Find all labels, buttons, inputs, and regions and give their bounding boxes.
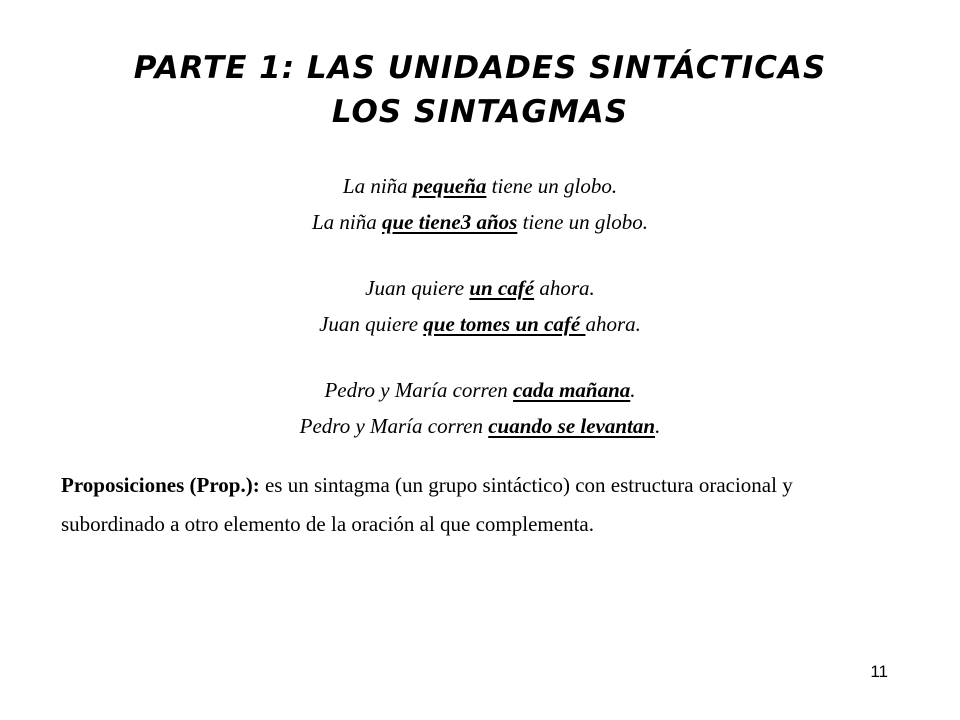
highlighted-phrase: cada mañana — [513, 378, 631, 402]
definition-text: es un sintagma (un grupo sintáctico) con estructura oracional y subordinado a otro elemento de la oración al que complementa. — [61, 473, 793, 536]
sentence-text: . — [655, 414, 661, 438]
definition-term: Proposiciones (Prop.): — [61, 473, 260, 497]
sentence-text: . — [630, 378, 636, 402]
highlighted-phrase: cuando se levantan — [488, 414, 656, 438]
highlighted-phrase: un café — [469, 276, 535, 300]
sentence-text: Juan quiere — [365, 276, 470, 300]
sentence-text: Pedro y María corren — [299, 414, 489, 438]
page-number: 11 — [870, 662, 888, 681]
example-sentence — [0, 168, 960, 204]
sentence-text: tiene un globo. — [517, 210, 648, 234]
example-sentence — [0, 204, 960, 240]
highlighted-phrase: que tomes un café — [423, 312, 586, 336]
sentence-text: Pedro y María corren — [324, 378, 514, 402]
sentence-text: La niña — [342, 174, 413, 198]
example-sentences — [0, 168, 960, 474]
example-sentence — [0, 306, 960, 342]
sentence-text: Juan quiere — [319, 312, 424, 336]
title-line-1: PARTE 1: LAS UNIDADES SINTÁCTICAS — [133, 50, 827, 86]
example-group-adverb — [0, 372, 960, 444]
highlighted-phrase: que tiene3 años — [382, 210, 518, 234]
title-line-2: LOS SINTAGMAS — [331, 94, 629, 130]
sentence-text: tiene un globo. — [486, 174, 618, 198]
example-sentence — [0, 270, 960, 306]
highlighted-phrase: pequeña — [412, 174, 487, 198]
slide-title — [0, 46, 960, 134]
example-group-noun — [0, 270, 960, 342]
sentence-text: ahora. — [585, 312, 641, 336]
definition-paragraph — [61, 466, 881, 544]
example-sentence — [0, 408, 960, 444]
example-group-adjective — [0, 168, 960, 240]
sentence-text: La niña — [311, 210, 382, 234]
example-sentence — [0, 372, 960, 408]
sentence-text: ahora. — [534, 276, 595, 300]
